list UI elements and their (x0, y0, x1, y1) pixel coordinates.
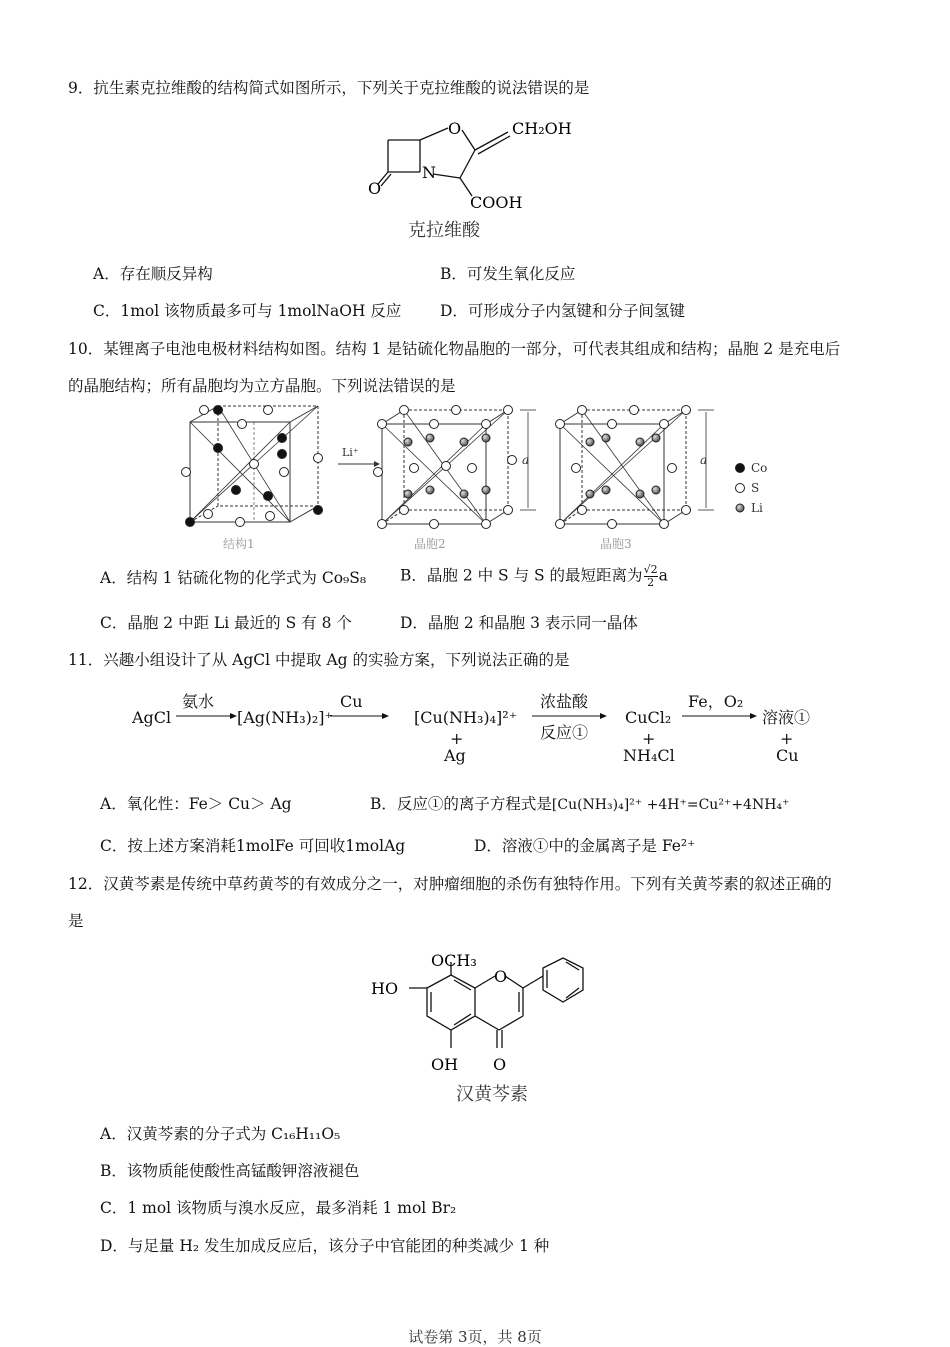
li-arrow-label: Li⁺ (342, 446, 359, 459)
ring-oxygen-label: O (448, 119, 462, 138)
clavulanic-acid-structure (360, 112, 600, 217)
wogonin-structure (365, 948, 595, 1078)
flow-plus-2: + (642, 729, 656, 748)
flow-reagent-cu: Cu (340, 692, 363, 711)
q9-option-c: C．1mol 该物质最多可与 1molNaOH 反应 (93, 302, 402, 320)
q9-option-b: B．可发生氧化反应 (440, 265, 576, 283)
keto-oxygen-label: O (368, 179, 382, 198)
ch2oh-label: CH₂OH (512, 119, 572, 138)
keto-oxygen-label: O (493, 1055, 507, 1074)
q11-stem: 11．兴趣小组设计了从 AgCl 中提取 Ag 的实验方案，下列说法正确的是 (68, 651, 570, 669)
q9-option-d: D．可形成分子内氢键和分子间氢键 (440, 302, 685, 320)
q12-option-c: C．1 mol 该物质与溴水反应，最多消耗 1 mol Br₂ (100, 1199, 457, 1217)
nitrogen-label: N (422, 163, 436, 182)
q9-option-a: A．存在顺反异构 (93, 265, 213, 283)
agcl-flow-diagram (120, 686, 840, 772)
q10-option-b (400, 564, 668, 589)
q10-option-d: D．晶胞 2 和晶胞 3 表示同一晶体 (400, 614, 638, 632)
crystal-structures-figure (170, 402, 790, 552)
cell-3-edge-label: a (700, 453, 708, 467)
q11-option-b-text: B．反应①的离子方程式是 (370, 795, 552, 813)
q11-option-b-equation: [Cu(NH₃)₄]²⁺ +4H⁺=Cu²⁺+4NH₄⁺ (551, 797, 790, 813)
q9-stem: 9．抗生素克拉维酸的结构简式如图所示，下列关于克拉维酸的说法错误的是 (68, 79, 590, 97)
legend-s-label: S (751, 481, 760, 495)
ring-oxygen-label: O (494, 967, 508, 986)
structure-1-caption: 结构1 (223, 537, 255, 551)
flow-ag: Ag (444, 746, 466, 765)
flow-reagent-hcl: 浓盐酸 (540, 692, 589, 711)
q10-stem-line2: 的晶胞结构；所有晶胞均为立方晶胞。下列说法错误的是 (68, 377, 456, 395)
q10-stem-line1: 10．某锂离子电池电极材料结构如图。结构 1 是钴硫化物晶胞的一部分，可代表其组成和结构；晶胞 2 是充电后 (68, 340, 841, 358)
flow-cucl2: CuCl₂ (625, 708, 672, 727)
q12-option-d: D．与足量 H₂ 发生加成反应后，该分子中官能团的种类减少 1 种 (100, 1237, 550, 1255)
q9-structure-caption: 克拉维酸 (408, 220, 480, 241)
flow-cu: Cu (776, 746, 799, 765)
cooh-label: COOH (470, 193, 523, 212)
flow-plus-3: + (780, 729, 794, 748)
flow-plus-1: + (450, 729, 464, 748)
cell-2-caption: 晶胞2 (414, 537, 446, 551)
q11-option-b (370, 794, 789, 815)
flow-reagent-ammonia: 氨水 (182, 692, 215, 711)
q12-stem-line2: 是 (68, 912, 84, 930)
ho-label: HO (371, 979, 399, 998)
q11-option-d: D．溶液①中的金属离子是 Fe²⁺ (474, 837, 696, 855)
flow-nh4cl: NH₄Cl (623, 746, 675, 765)
q10-option-a: A．结构 1 钴硫化物的化学式为 Co₉S₈ (100, 569, 367, 587)
legend-li-label: Li (751, 501, 763, 515)
q12-option-a: A．汉黄芩素的分子式为 C₁₆H₁₁O₅ (100, 1125, 341, 1143)
och3-label: OCH₃ (431, 951, 477, 970)
page-footer: 试卷第 3页，共 8页 (408, 1328, 542, 1346)
q10-option-b-text: B．晶胞 2 中 S 与 S 的最短距离为 (400, 566, 643, 585)
flow-reaction-1-label: 反应① (540, 723, 589, 742)
flow-copper-complex: [Cu(NH₃)₄]²⁺ (414, 708, 518, 727)
flow-silver-complex: [Ag(NH₃)₂]⁺ (237, 708, 333, 727)
q10-option-c: C．晶胞 2 中距 Li 最近的 S 有 8 个 (100, 614, 352, 632)
flow-reagent-fe-o2: Fe，O₂ (688, 692, 744, 711)
q11-option-a: A．氧化性：Fe＞ Cu＞ Ag (100, 795, 292, 813)
q10-option-b-denominator: 2 (647, 576, 655, 589)
cell-3-caption: 晶胞3 (600, 537, 632, 551)
flow-agcl: AgCl (132, 708, 172, 727)
q10-option-b-numerator: √2 (643, 563, 658, 576)
q12-option-b: B．该物质能使酸性高锰酸钾溶液褪色 (100, 1162, 360, 1180)
crystal-legend (736, 461, 768, 515)
oh-label: OH (431, 1055, 459, 1074)
q12-structure-caption: 汉黄芩素 (456, 1084, 528, 1105)
q10-option-b-unit: a (658, 566, 668, 585)
cell-2-edge-label: a (522, 453, 530, 467)
q11-option-c: C．按上述方案消耗1molFe 可回收1molAg (100, 837, 406, 855)
flow-solution-1: 溶液① (762, 708, 811, 727)
legend-co-label: Co (751, 461, 768, 475)
q12-stem-line1: 12．汉黄芩素是传统中草药黄芩的有效成分之一，对肿瘤细胞的杀伤有独特作用。下列有关黄芩素的叙述正确的 (68, 875, 832, 893)
